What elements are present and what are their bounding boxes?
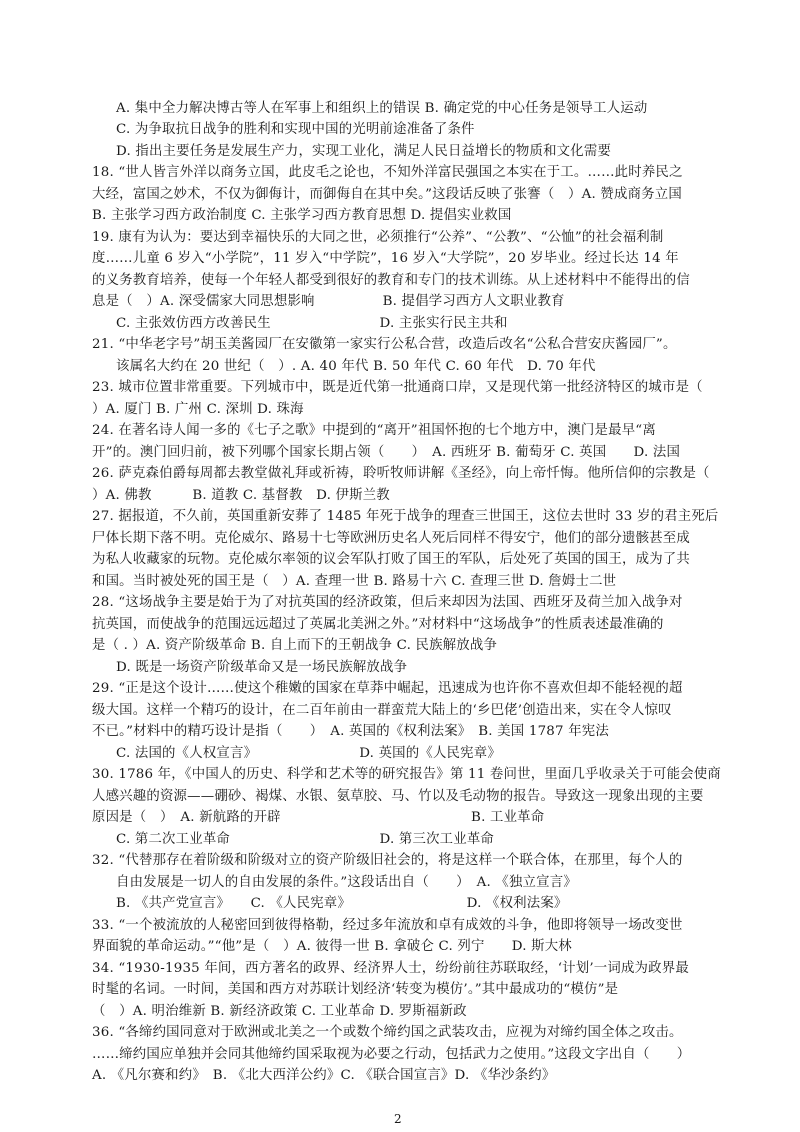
text-line: B. 《共产党宣言》 C. 《人民宪章》 D. 《权利法案》 (116, 896, 568, 911)
text-line: 抗英国，而使战争的范围远远超过了英属北美洲之外。”对材料中“这场战争”的性质表述最准确的 (92, 617, 664, 632)
text-line: 度……儿童 6 岁入“小学院”，11 岁入“中学院”，16 岁入“大学院”，20 岁毕业。经过长达 14 年 (92, 251, 679, 266)
text-line: 19. 康有为认为：要达到幸福快乐的大同之世，必须推行“公养”、“公教”、“公恤”的社会福利制 (92, 230, 664, 245)
text-line: 尸体长期下落不明。克伦威尔、路易十七等欧洲历史名人死后同样不得安宁，他们的部分遗骸甚至成 (92, 531, 690, 546)
text-line: 开”的。澳门回归前，被下列哪个国家长期占领（ ） A. 西班牙 B. 葡萄牙 C. 英国 D. 法国 (92, 445, 681, 460)
text-line: 30. 1786 年，《中国人的历史、科学和艺术等的研究报告》第 11 卷问世，里面几乎收录关于可能会使商 (92, 767, 721, 782)
text-line: ……缔约国应单独并会同其他缔约国采取视为必要之行动，包括武力之使用。”这段文字出自（ ） (92, 1047, 691, 1062)
text-line: C. 为争取抗日战争的胜利和实现中国的光明前途准备了条件 (116, 122, 475, 137)
text-line: 界面貌的革命运动。”“他”是（ ）A. 彼得一世 B. 拿破仑 C. 列宁 D. 斯大林 (92, 939, 572, 954)
text-line: 大经，富国之妙术，不仅为御侮计，而御侮自在其中矣。”这段话反映了张謇（ ）A. 赞成商务立国 (92, 187, 682, 202)
text-line: 不已。”材料中的精巧设计是指（ ） A. 英国的《权利法案》 B. 美国 1787 年宪法 (92, 724, 609, 739)
text-line: 33. “一个被流放的人秘密回到彼得格勒，经过多年流放和卓有成效的斗争，他即将领导一场改变世 (92, 918, 683, 933)
text-line: 27. 据报道，不久前，英国重新安葬了 1485 年死于战争的理查三世国王，这位去世时 33 岁的君主死后 (92, 509, 719, 524)
text-line: 时髦的名词。一时间，美国和西方对苏联计划经济‘转变为模仿’。”其中最成功的“模仿”是 (92, 982, 619, 997)
text-line: ）A. 佛教 B. 道教 C. 基督教 D. 伊斯兰教 (92, 488, 390, 503)
text-line: 息是（ ）A. 深受儒家大同思想影响 B. 提倡学习西方人文职业教育 (92, 294, 565, 309)
text-line: D. 指出主要任务是发展生产力，实现工业化，满足人民日益增长的物质和文化需要 (116, 144, 612, 159)
text-line: 26. 萨克森伯爵每周都去教堂做礼拜或祈祷，聆听牧师讲解《圣经》，向上帝忏悔。他所信仰的宗教是（ (92, 466, 710, 481)
text-line: 级大国。这样一个精巧的设计，在二百年前由一群蛮荒大陆上的‘乡巴佬’创造出来，实在令人惊叹 (92, 703, 672, 718)
text-line: B. 主张学习西方政治制度 C. 主张学习西方教育思想 D. 提倡实业救国 (92, 208, 512, 223)
text-line: 23. 城市位置非常重要。下列城市中，既是近代第一批通商口岸，又是现代第一批经济特区的城市是（ (92, 380, 703, 395)
text-line: 21. “中华老字号”胡玉美酱园厂在安徽第一家实行公私合营，改造后改名“公私合营安庆酱园厂”。 (92, 337, 677, 352)
text-line: 29. “正是这个设计……使这个稚嫩的国家在草莽中崛起，迅速成为也许你不喜欢但却不能轻视的超 (92, 681, 683, 696)
text-line: 和国。当时被处死的国王是（ ）A. 查理一世 B. 路易十六 C. 查理三世 D. 詹姆士二世 (92, 574, 617, 589)
text-line: 36. “各缔约国同意对于欧洲或北美之一个或数个缔约国之武装攻击，应视为对缔约国全体之攻击。 (92, 1025, 683, 1040)
text-line: 24. 在著名诗人闻一多的《七子之歌》中提到的“离开”祖国怀抱的七个地方中，澳门是最早“离 (92, 423, 656, 438)
text-line: A. 《凡尔赛和约》 B. 《北大西洋公约》C. 《联合国宣言》D. 《华沙条约》 (92, 1068, 556, 1083)
text-line: 是（ . ）A. 资产阶级革命 B. 自上而下的王朝战争 C. 民族解放战争 (92, 638, 498, 653)
text-line: C. 主张效仿西方改善民生 D. 主张实行民主共和 (116, 316, 508, 331)
page-number: 2 (394, 1112, 402, 1126)
text-line: C. 第二次工业革命 D. 第三次工业革命 (116, 832, 495, 847)
text-line: ）A. 厦门 B. 广州 C. 深圳 D. 珠海 (92, 402, 304, 417)
text-line: 自由发展是一切人的自由发展的条件。”这段话出自（ ） A. 《独立宣言》 (116, 875, 577, 890)
text-line: 人感兴趣的资源——硼砂、褐煤、水银、氨草胶、马、竹以及毛动物的报告。导致这一现象出现的主要 (92, 789, 704, 804)
text-line: （ ）A. 明治维新 B. 新经济政策 C. 工业革命 D. 罗斯福新政 (92, 1004, 467, 1019)
text-line: 的义务教育培养，使每一个年轻人都受到很好的教育和专门的技术训练。从上述材料中不能得出的信 (92, 273, 690, 288)
text-line: A. 集中全力解决博古等人在军事上和组织上的错误 B. 确定党的中心任务是领导工人运动 (116, 101, 648, 116)
text-line: 为私人收藏家的玩物。克伦威尔率领的议会军队打败了国王的军队，后处死了英国的国王，成为了共 (92, 552, 690, 567)
text-line: C. 法国的《人权宣言》 D. 英国的《人民宪章》 (116, 746, 501, 761)
text-line: 18. “世人皆言外洋以商务立国，此皮毛之论也，不知外洋富民强国之本实在于工。……此时养民之 (92, 165, 683, 180)
text-line: D. 既是一场资产阶级革命又是一场民族解放战争 (116, 660, 408, 675)
text-line: 32. “代替那存在着阶级和阶级对立的资产阶级旧社会的，将是这样一个联合体，在那里，每个人的 (92, 853, 683, 868)
text-line: 28. “这场战争主要是始于为了对抗英国的经济政策，但后来却因为法国、西班牙及荷兰加入战争对 (92, 595, 683, 610)
text-line: 34. “1930-1935 年间，西方著名的政界、经济界人士，纷纷前往苏联取经，‘计划’一词成为政界最 (92, 961, 689, 976)
text-line: 原因是（ ） A. 新航路的开辟 B. 工业革命 (92, 810, 545, 825)
text-line: 该属名大约在 20 世纪（ ）. A. 40 年代 B. 50 年代 C. 60 年代 D. 70 年代 (116, 359, 596, 374)
